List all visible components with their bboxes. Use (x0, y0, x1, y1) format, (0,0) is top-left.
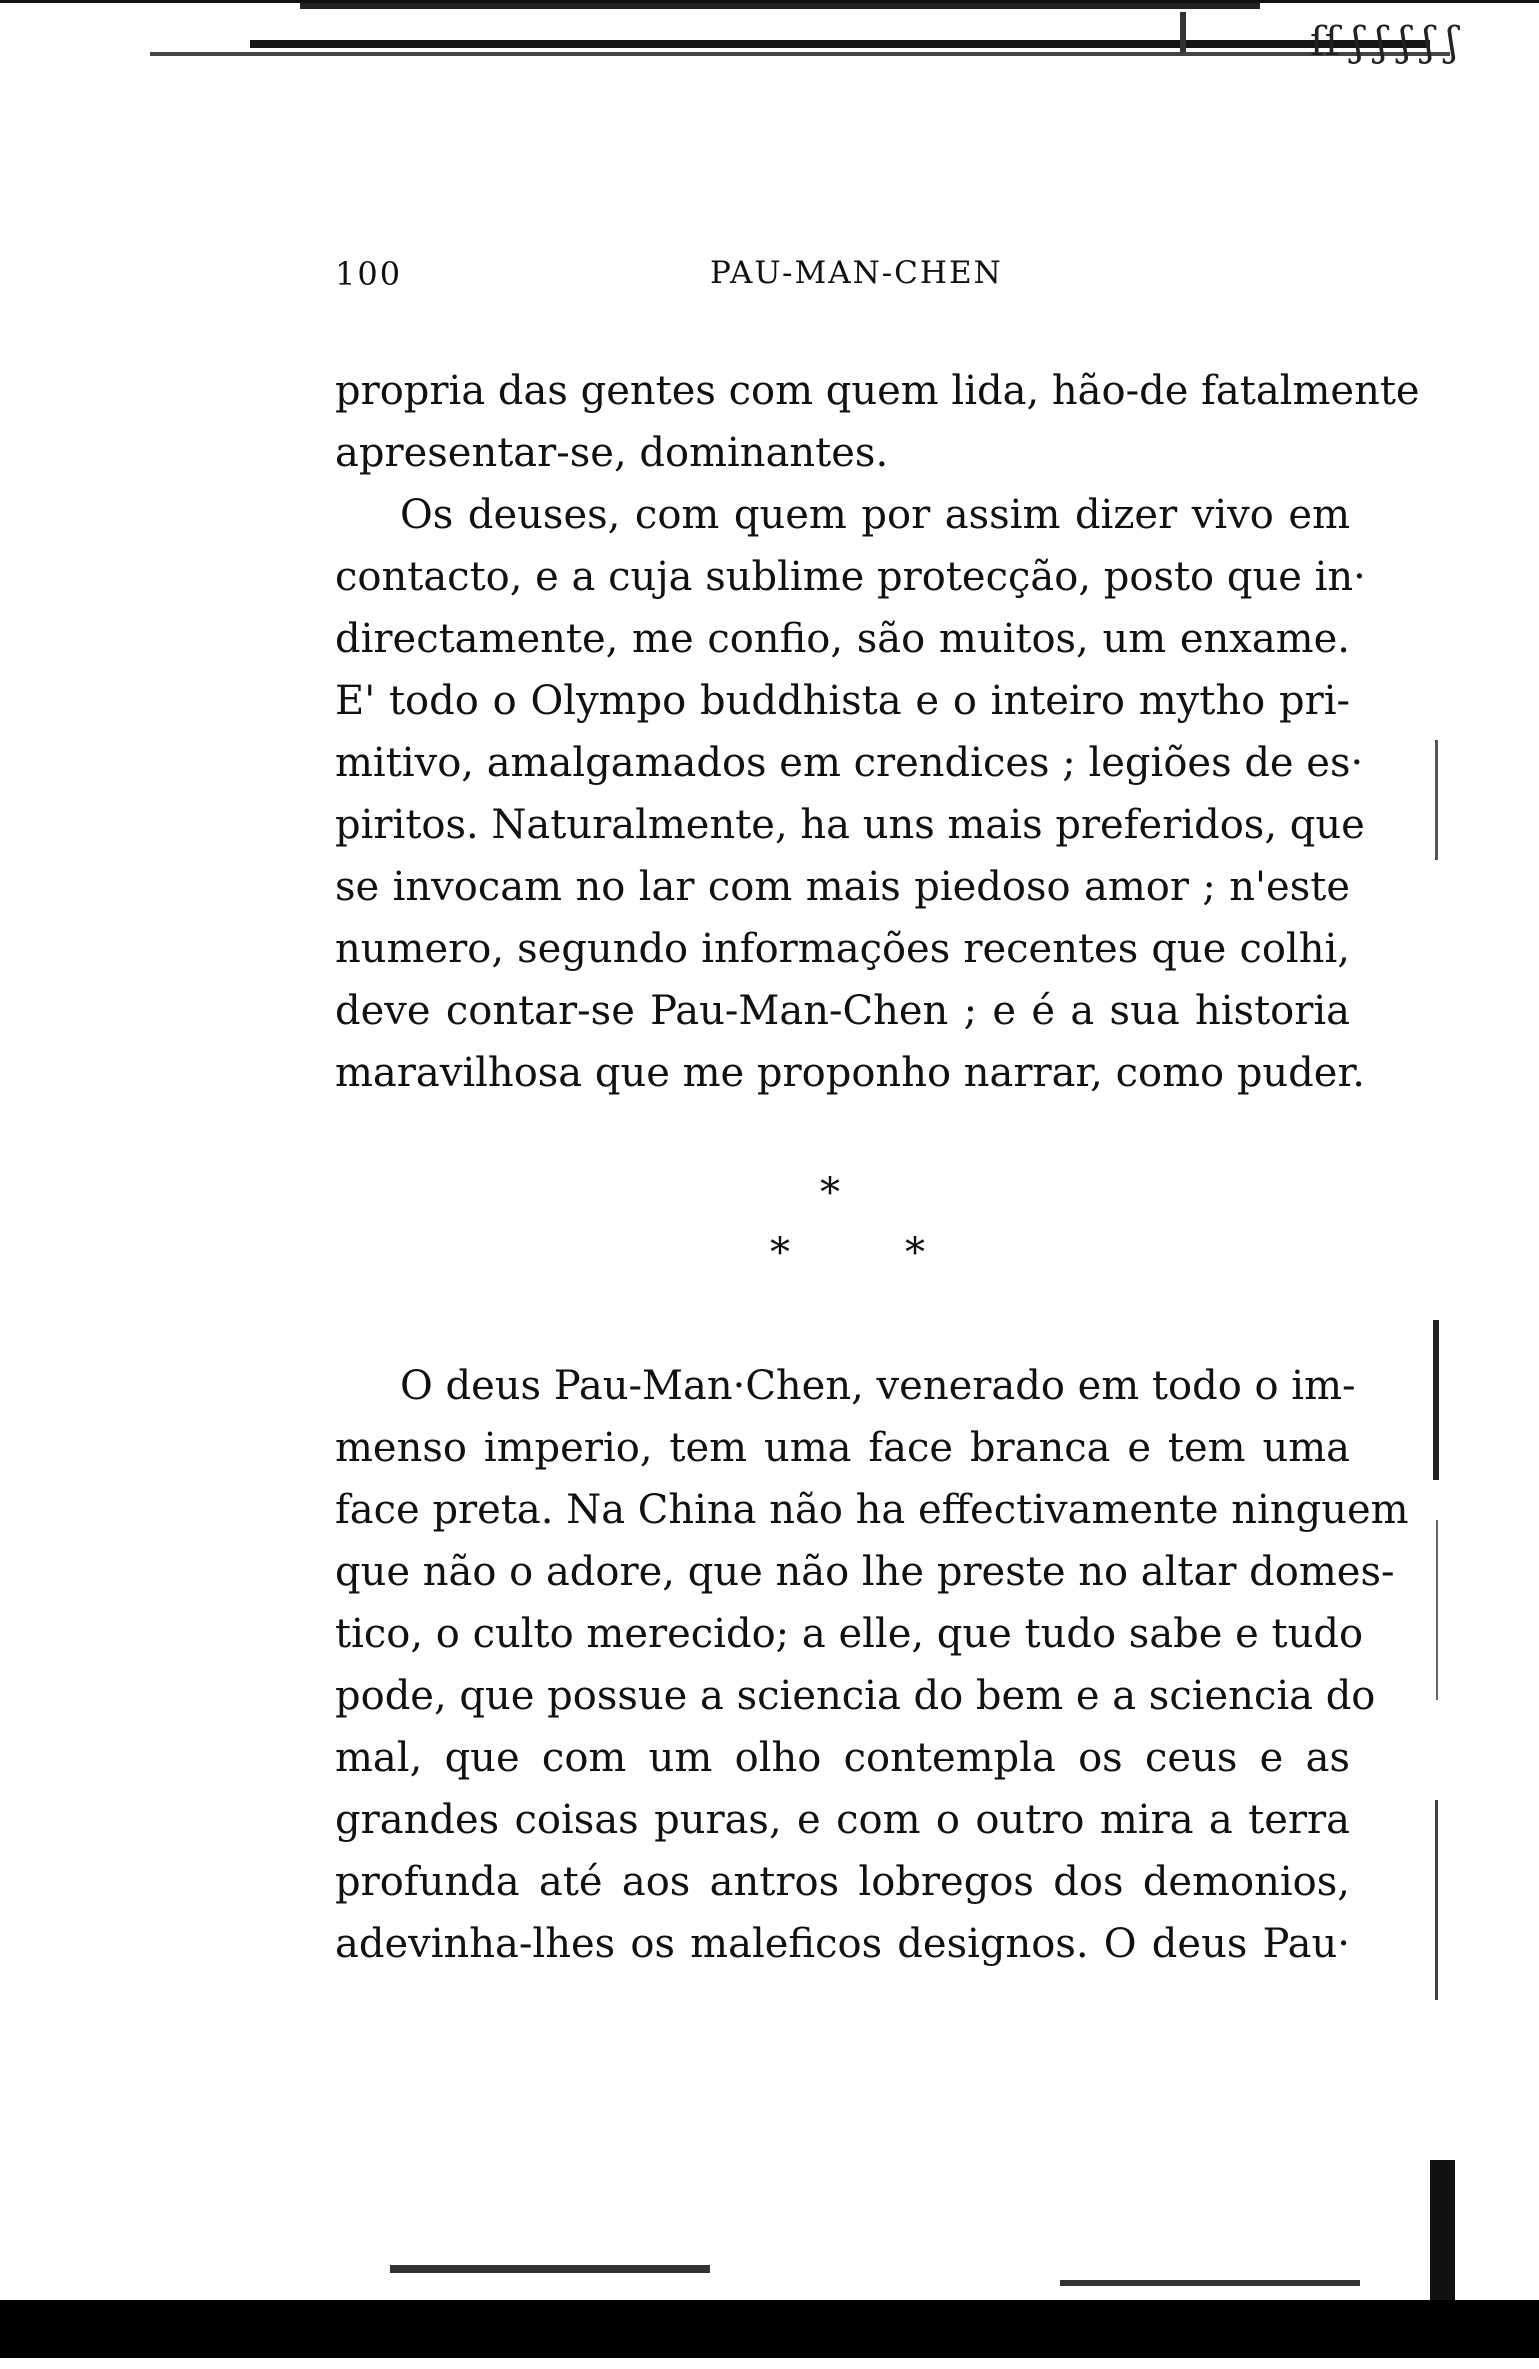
text-line: deve contar-se Pau-Man-Chen ; e é a sua historia (335, 988, 1350, 1034)
text-line: se invocam no lar com mais piedoso amor ; n'este (335, 864, 1350, 910)
text-line: O deus Pau-Man·Chen, venerado em todo o im- (400, 1363, 1356, 1409)
page-number: 100 (335, 255, 403, 293)
text-line: propria das gentes com quem lida, hão-de fatalmente (335, 368, 1420, 414)
paragraph-2 (335, 484, 1366, 1104)
text-line: numero, segundo informações recentes que colhi, (335, 926, 1350, 972)
page-header (335, 255, 1350, 305)
text-line: que não o adore, que não lhe preste no altar domes- (335, 1549, 1395, 1595)
section-break (700, 1170, 960, 1290)
asterisk-icon: * (820, 1170, 840, 1216)
scan-margin-right (1395, 700, 1475, 2100)
svg-text:ſſ ʃ ʃ ʃ ʃ ʃ: ſſ ʃ ʃ ʃ ʃ ʃ (1310, 19, 1458, 65)
asterisk-icon: * (770, 1230, 790, 1276)
asterisk-icon: * (905, 1230, 925, 1276)
text-line: adevinha-lhes os maleficos designos. O deus Pau· (335, 1921, 1350, 1967)
text-line: maravilhosa que me proponho narrar, como puder. (335, 1050, 1365, 1096)
text-line: apresentar-se, dominantes. (335, 430, 889, 476)
text-line: E' todo o Olympo buddhista e o inteiro mytho pri- (335, 678, 1350, 724)
text-line: pode, que possue a sciencia do bem e a sciencia do (335, 1673, 1376, 1719)
text-line: piritos. Naturalmente, ha uns mais preferidos, que (335, 802, 1365, 848)
text-line: mal, que com um olho contempla os ceus e as (335, 1735, 1350, 1781)
text-line: profunda até aos antros lobregos dos demonios, (335, 1859, 1350, 1905)
text-line: grandes coisas puras, e com o outro mira a terra (335, 1797, 1350, 1843)
paragraph-3 (335, 1355, 1409, 1975)
text-line: face preta. Na China não ha effectivamente ninguem (335, 1487, 1409, 1533)
text-line: contacto, e a cuja sublime protecção, posto que in· (335, 554, 1366, 600)
text-line: tico, o culto merecido; a elle, que tudo sabe e tudo (335, 1611, 1364, 1657)
paragraph-1 (335, 360, 1420, 484)
text-line: mitivo, amalgamados em crendices ; legiões de es· (335, 740, 1364, 786)
running-title: PAU-MAN-CHEN (710, 255, 1003, 291)
scan-border-bottom (0, 2150, 1539, 2369)
text-line: menso imperio, tem uma face branca e tem uma (335, 1425, 1350, 1471)
text-line: Os deuses, com quem por assim dizer vivo em (400, 492, 1350, 538)
text-line: directamente, me confio, são muitos, um enxame. (335, 616, 1350, 662)
scan-border-top (0, 0, 1539, 110)
